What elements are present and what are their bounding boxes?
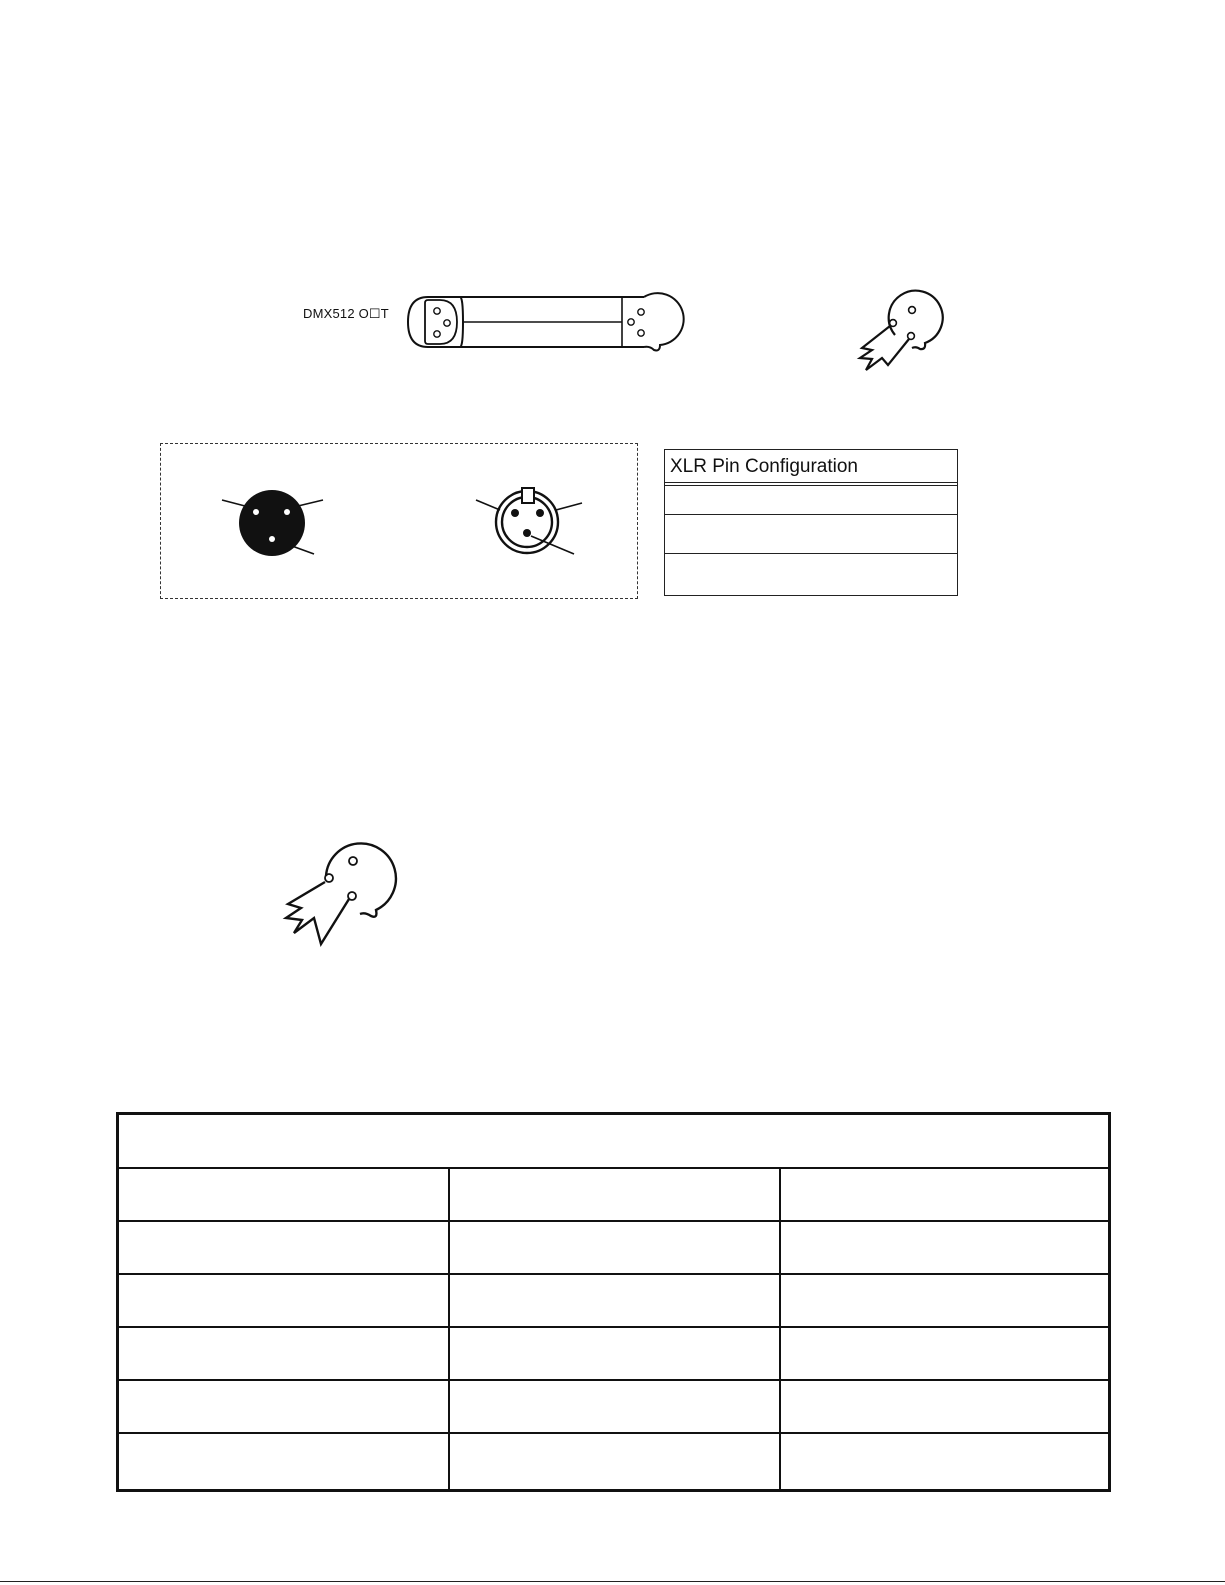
table-row-divider	[119, 1220, 1108, 1222]
table-row-divider	[119, 1273, 1108, 1275]
table-column-divider	[448, 1167, 450, 1489]
connector-diagram-box	[160, 443, 638, 599]
xlr-table-rule	[665, 482, 957, 483]
table-row-divider	[119, 1379, 1108, 1381]
xlr-pin-configuration-table	[664, 449, 958, 596]
table-row-divider	[119, 1432, 1108, 1434]
table-column-divider	[779, 1167, 781, 1489]
table-row-divider	[119, 1167, 1108, 1169]
xlr-pin-configuration-title: XLR Pin Configuration	[670, 456, 858, 477]
xlr-table-rule	[665, 485, 957, 486]
bottom-table	[116, 1112, 1111, 1492]
table-row-divider	[119, 1326, 1108, 1328]
footer-rule	[0, 1581, 1225, 1582]
dmx512-out-label: DMX512 O☐T	[303, 306, 389, 321]
xlr-table-rule	[665, 553, 957, 554]
xlr-table-rule	[665, 514, 957, 515]
